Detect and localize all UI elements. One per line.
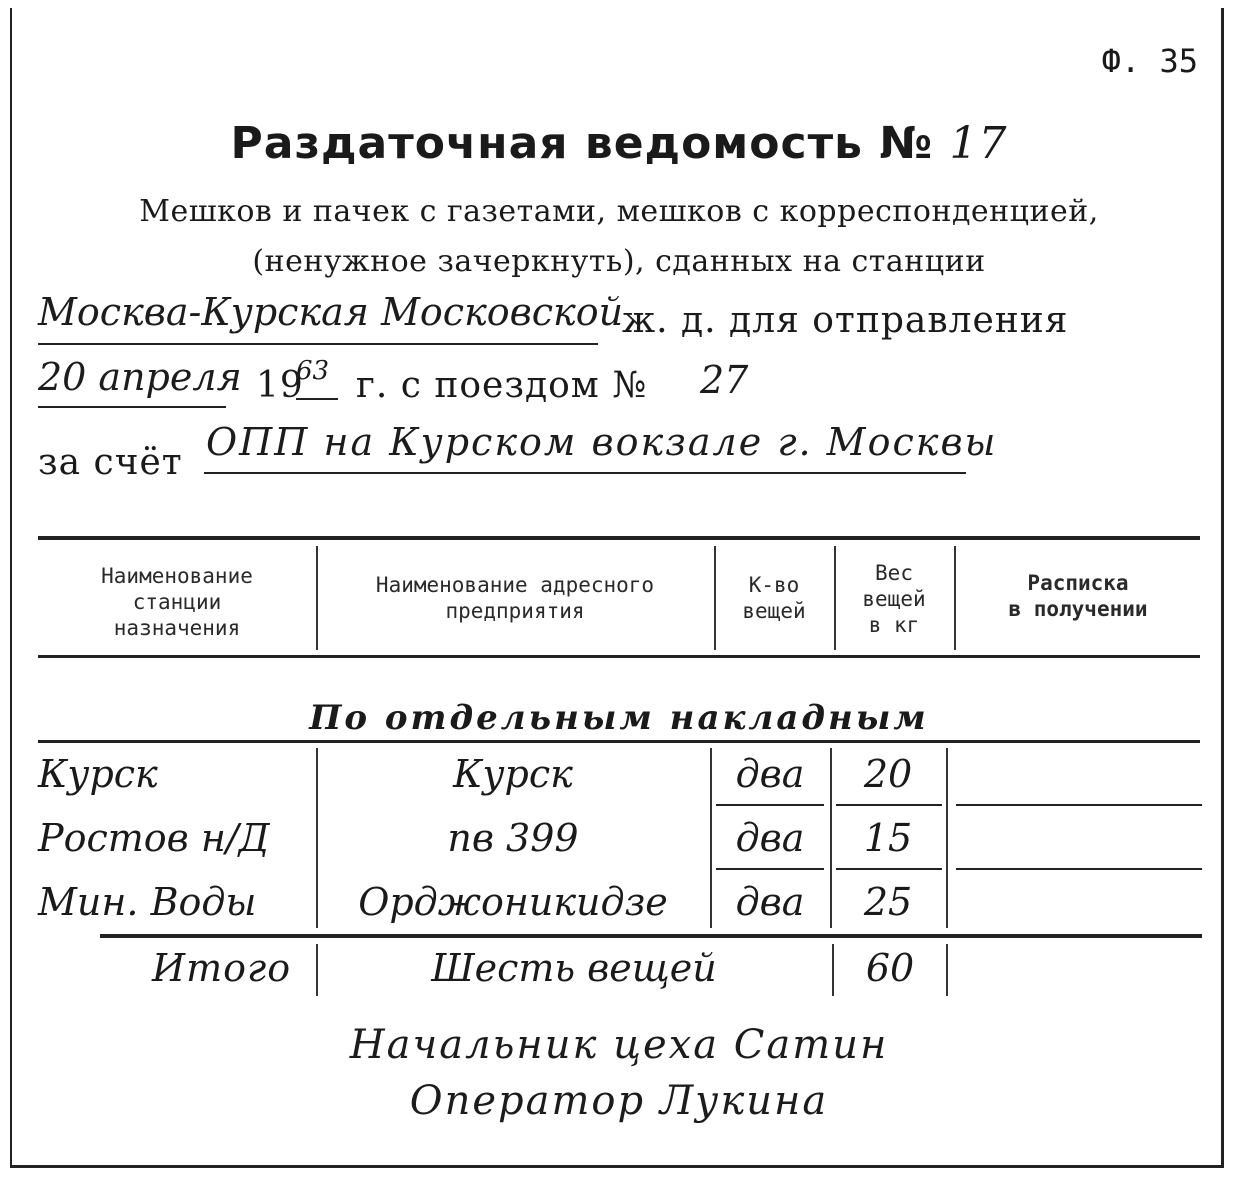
document-title xyxy=(0,118,1238,169)
subtitle-line-1: Мешков и пачек с газетами, мешков с корреспонденцией, xyxy=(139,194,1099,229)
total-rule xyxy=(100,934,1202,938)
subtitle-line-2: (ненужное зачеркнуть), сданных на станции xyxy=(252,244,986,279)
account-label: за счёт xyxy=(38,442,183,483)
row-1-enterprise: Курск xyxy=(453,752,573,796)
form-code: Ф. 35 xyxy=(1101,42,1198,80)
total-divider-3 xyxy=(946,944,948,996)
table-top-rule xyxy=(38,536,1200,540)
header-weight: Вес вещей в кг xyxy=(862,561,926,637)
section-title: По отдельным накладным xyxy=(309,698,929,738)
document-number: 17 xyxy=(949,118,1008,169)
row-1-station: Курск xyxy=(38,752,158,796)
signature-chief: Начальник цеха Сатин xyxy=(349,1022,889,1068)
account-underline xyxy=(204,472,966,474)
total-weight: 60 xyxy=(865,946,915,990)
row-1-sep-weight xyxy=(836,804,942,806)
row-2-count: два xyxy=(735,816,805,860)
train-number: 27 xyxy=(700,358,749,402)
date-underline xyxy=(38,406,226,408)
row-1-sep-count xyxy=(716,804,824,806)
row-2-sep-count xyxy=(716,868,824,870)
header-receipt: Расписка в получении xyxy=(1008,571,1148,621)
row-2-weight: 15 xyxy=(863,816,913,860)
row-2-sep-weight xyxy=(836,868,942,870)
year-suffix: 63 xyxy=(296,356,330,386)
body-divider-4 xyxy=(946,748,948,928)
table-header-bottom-rule xyxy=(38,655,1200,658)
row-3-station: Мин. Воды xyxy=(38,880,257,924)
header-station: Наименование станции назначения xyxy=(101,564,253,640)
row-1-weight: 20 xyxy=(863,752,913,796)
station-suffix: ж. д. для отправления xyxy=(622,300,1069,341)
train-label: г. с поездом № xyxy=(356,365,648,406)
year-underline xyxy=(296,398,338,400)
row-2-enterprise: пв 399 xyxy=(447,816,579,860)
total-items: Шесть вещей xyxy=(431,946,717,990)
account-value: ОПП на Курском вокзале г. Москвы xyxy=(206,420,998,464)
header-count: К-во вещей xyxy=(742,573,806,623)
total-label: Итого xyxy=(152,946,292,990)
row-1-sep-receipt xyxy=(956,804,1202,806)
header-enterprise: Наименование адресного предприятия xyxy=(375,573,655,623)
row-3-enterprise: Орджоникидзе xyxy=(358,880,668,924)
station-underline xyxy=(38,343,598,345)
row-3-weight: 25 xyxy=(863,880,913,924)
row-1-count: два xyxy=(735,752,805,796)
row-3-count: два xyxy=(735,880,805,924)
year-prefix: 19 xyxy=(256,365,304,406)
station-value: Москва-Курская Московской xyxy=(38,290,624,334)
date-value: 20 апреля xyxy=(38,355,242,399)
signature-operator: Оператор Лукина xyxy=(409,1078,829,1124)
section-rule xyxy=(38,740,1200,743)
document-title-text: Раздаточная ведомость № xyxy=(230,118,934,169)
row-2-station: Ростов н/Д xyxy=(38,816,270,860)
row-2-sep-receipt xyxy=(956,868,1202,870)
